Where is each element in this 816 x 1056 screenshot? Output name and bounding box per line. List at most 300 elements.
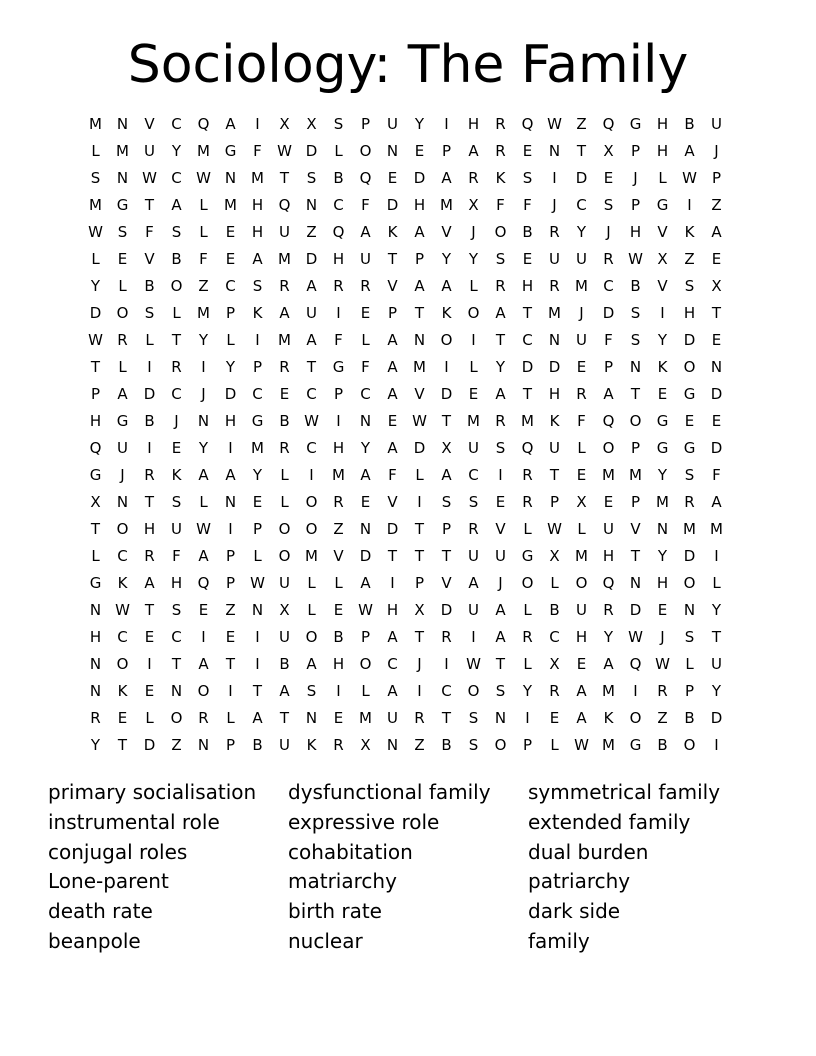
grid-letter: I: [552, 169, 557, 187]
grid-letter: I: [255, 115, 260, 133]
grid-letter: A: [252, 709, 263, 727]
grid-letter: E: [468, 385, 479, 403]
grid-letter: E: [387, 169, 398, 187]
grid-letter: R: [549, 277, 560, 295]
grid-letter: V: [144, 250, 155, 268]
grid-letter: M: [575, 547, 588, 565]
grid-letter: L: [712, 574, 721, 592]
grid-letter: G: [89, 574, 102, 592]
grid-letter: K: [117, 682, 128, 700]
grid-letter: R: [333, 736, 344, 754]
grid-letter: W: [466, 655, 481, 673]
grid-letter: V: [657, 277, 668, 295]
grid-letter: W: [250, 574, 265, 592]
grid-letter: W: [412, 412, 427, 430]
grid-letter: E: [522, 250, 533, 268]
grid-letter: L: [577, 439, 586, 457]
grid-letter: E: [279, 385, 290, 403]
grid-letter: A: [117, 385, 128, 403]
grid-letter: X: [549, 655, 560, 673]
grid-letter: P: [711, 169, 722, 187]
grid-letter: K: [252, 304, 263, 322]
grid-letter: B: [684, 115, 695, 133]
grid-letter: T: [144, 493, 155, 511]
grid-letter: L: [199, 493, 208, 511]
grid-letter: D: [413, 169, 426, 187]
grid-letter: A: [711, 493, 722, 511]
grid-letter: I: [147, 358, 152, 376]
grid-letter: L: [550, 574, 559, 592]
grid-letter: M: [305, 547, 318, 565]
word-bank-item: extended family: [528, 809, 691, 834]
grid-letter: P: [252, 358, 263, 376]
grid-row: [82, 192, 730, 219]
grid-letter: T: [414, 304, 425, 322]
grid-letter: S: [630, 304, 641, 322]
grid-letter: V: [387, 493, 398, 511]
grid-letter: N: [386, 736, 399, 754]
grid-letter: F: [388, 466, 397, 484]
grid-letter: L: [280, 493, 289, 511]
grid-letter: U: [576, 331, 587, 349]
grid-letter: I: [417, 493, 422, 511]
grid-letter: A: [387, 439, 398, 457]
grid-letter: A: [387, 628, 398, 646]
grid-letter: O: [359, 142, 372, 160]
grid-letter: L: [361, 682, 370, 700]
grid-letter: E: [225, 223, 236, 241]
grid-letter: A: [495, 628, 506, 646]
grid-letter: A: [441, 169, 452, 187]
grid-letter: Z: [306, 223, 317, 241]
grid-letter: A: [360, 466, 371, 484]
grid-letter: A: [279, 682, 290, 700]
grid-letter: I: [228, 682, 233, 700]
grid-letter: Q: [521, 439, 534, 457]
grid-letter: U: [144, 142, 155, 160]
grid-letter: M: [656, 493, 669, 511]
grid-letter: C: [522, 331, 533, 349]
grid-letter: S: [630, 331, 641, 349]
grid-row: [82, 246, 730, 273]
grid-letter: L: [334, 142, 343, 160]
grid-letter: Y: [198, 439, 209, 457]
grid-letter: P: [441, 142, 452, 160]
grid-letter: M: [332, 466, 345, 484]
grid-letter: T: [441, 709, 452, 727]
grid-letter: S: [468, 709, 479, 727]
grid-letter: S: [684, 277, 695, 295]
grid-letter: Y: [441, 250, 452, 268]
grid-letter: H: [251, 223, 264, 241]
grid-letter: M: [602, 466, 615, 484]
grid-letter: R: [279, 439, 290, 457]
grid-letter: Y: [252, 466, 263, 484]
grid-letter: I: [444, 115, 449, 133]
grid-letter: J: [498, 574, 503, 592]
grid-letter: H: [332, 439, 345, 457]
grid-letter: W: [655, 655, 670, 673]
grid-letter: Z: [333, 520, 344, 538]
grid-letter: X: [90, 493, 101, 511]
grid-letter: T: [441, 412, 452, 430]
word-bank-item: cohabitation: [288, 839, 413, 864]
grid-row: [82, 273, 730, 300]
grid-letter: O: [305, 493, 318, 511]
grid-letter: V: [495, 520, 506, 538]
grid-letter: D: [386, 520, 399, 538]
grid-letter: Q: [197, 115, 210, 133]
grid-letter: A: [387, 682, 398, 700]
grid-row: [82, 624, 730, 651]
grid-letter: T: [711, 628, 722, 646]
grid-letter: M: [359, 709, 372, 727]
grid-letter: X: [711, 277, 722, 295]
grid-letter: W: [358, 601, 373, 619]
grid-letter: I: [201, 628, 206, 646]
grid-letter: A: [468, 142, 479, 160]
grid-letter: D: [359, 547, 372, 565]
grid-letter: E: [387, 412, 398, 430]
grid-letter: A: [144, 574, 155, 592]
grid-letter: L: [91, 142, 100, 160]
grid-letter: T: [90, 358, 101, 376]
grid-letter: C: [252, 385, 263, 403]
grid-letter: M: [683, 520, 696, 538]
grid-letter: T: [522, 385, 533, 403]
grid-letter: T: [414, 547, 425, 565]
grid-letter: S: [495, 439, 506, 457]
grid-letter: L: [118, 358, 127, 376]
grid-letter: P: [387, 304, 398, 322]
grid-letter: W: [277, 142, 292, 160]
grid-letter: J: [714, 142, 719, 160]
grid-letter: T: [711, 304, 722, 322]
grid-letter: D: [386, 196, 399, 214]
grid-letter: E: [252, 493, 263, 511]
grid-letter: B: [630, 277, 641, 295]
grid-letter: E: [576, 466, 587, 484]
grid-letter: P: [225, 736, 236, 754]
grid-letter: R: [117, 331, 128, 349]
grid-letter: V: [387, 277, 398, 295]
grid-letter: E: [144, 628, 155, 646]
grid-letter: N: [116, 169, 129, 187]
grid-letter: M: [629, 466, 642, 484]
grid-row: [82, 219, 730, 246]
grid-letter: J: [417, 655, 422, 673]
grid-letter: M: [251, 169, 264, 187]
grid-letter: T: [171, 331, 182, 349]
grid-letter: S: [684, 466, 695, 484]
grid-letter: P: [333, 385, 344, 403]
grid-letter: G: [332, 358, 345, 376]
grid-letter: E: [684, 412, 695, 430]
grid-row: [82, 516, 730, 543]
grid-letter: V: [441, 223, 452, 241]
grid-letter: F: [604, 331, 613, 349]
grid-letter: E: [117, 250, 128, 268]
grid-letter: F: [523, 196, 532, 214]
grid-letter: R: [522, 466, 533, 484]
grid-letter: S: [117, 223, 128, 241]
grid-letter: L: [199, 196, 208, 214]
grid-letter: K: [657, 358, 668, 376]
grid-letter: E: [117, 709, 128, 727]
grid-letter: Y: [603, 628, 614, 646]
grid-letter: N: [89, 682, 102, 700]
grid-letter: B: [333, 169, 344, 187]
grid-letter: R: [603, 601, 614, 619]
grid-letter: U: [468, 547, 479, 565]
grid-letter: X: [468, 196, 479, 214]
grid-letter: E: [576, 655, 587, 673]
grid-row: [82, 462, 730, 489]
grid-letter: I: [660, 304, 665, 322]
grid-letter: R: [549, 223, 560, 241]
grid-letter: L: [226, 709, 235, 727]
grid-letter: K: [603, 709, 614, 727]
grid-letter: U: [549, 250, 560, 268]
grid-letter: D: [305, 142, 318, 160]
grid-row: [82, 327, 730, 354]
grid-letter: O: [494, 223, 507, 241]
grid-letter: Y: [171, 142, 182, 160]
grid-letter: E: [198, 601, 209, 619]
grid-letter: F: [253, 142, 262, 160]
grid-letter: N: [305, 709, 318, 727]
grid-letter: B: [171, 250, 182, 268]
grid-letter: L: [172, 304, 181, 322]
grid-letter: S: [171, 601, 182, 619]
grid-letter: H: [548, 385, 561, 403]
grid-letter: C: [576, 196, 587, 214]
grid-letter: M: [602, 682, 615, 700]
grid-letter: Q: [197, 574, 210, 592]
grid-letter: T: [441, 547, 452, 565]
grid-letter: O: [575, 574, 588, 592]
grid-letter: S: [522, 169, 533, 187]
grid-letter: O: [197, 682, 210, 700]
grid-letter: A: [360, 574, 371, 592]
word-bank-item: dual burden: [528, 839, 649, 864]
grid-letter: E: [522, 142, 533, 160]
grid-letter: L: [523, 520, 532, 538]
grid-letter: Y: [576, 223, 587, 241]
grid-letter: F: [172, 547, 181, 565]
grid-letter: U: [306, 304, 317, 322]
grid-letter: I: [336, 304, 341, 322]
grid-letter: C: [603, 277, 614, 295]
grid-letter: H: [683, 304, 696, 322]
grid-letter: R: [414, 709, 425, 727]
grid-letter: G: [656, 196, 669, 214]
grid-letter: E: [414, 142, 425, 160]
grid-letter: U: [468, 439, 479, 457]
grid-letter: C: [441, 682, 452, 700]
grid-letter: B: [657, 736, 668, 754]
grid-letter: R: [333, 277, 344, 295]
grid-letter: U: [171, 520, 182, 538]
grid-letter: A: [360, 223, 371, 241]
grid-letter: A: [387, 385, 398, 403]
grid-letter: O: [440, 331, 453, 349]
grid-letter: J: [579, 304, 584, 322]
grid-letter: X: [279, 601, 290, 619]
grid-letter: R: [522, 493, 533, 511]
grid-letter: P: [252, 520, 263, 538]
grid-letter: N: [683, 601, 696, 619]
grid-letter: R: [441, 628, 452, 646]
grid-letter: C: [306, 385, 317, 403]
grid-letter: I: [390, 574, 395, 592]
grid-letter: R: [576, 385, 587, 403]
grid-letter: N: [359, 412, 372, 430]
grid-letter: T: [387, 250, 398, 268]
grid-letter: B: [279, 412, 290, 430]
grid-letter: Q: [629, 655, 642, 673]
grid-letter: R: [495, 142, 506, 160]
grid-letter: D: [440, 385, 453, 403]
grid-letter: A: [576, 709, 587, 727]
grid-letter: U: [603, 520, 614, 538]
grid-letter: A: [414, 277, 425, 295]
grid-letter: W: [88, 223, 103, 241]
grid-letter: I: [228, 439, 233, 457]
grid-letter: R: [684, 493, 695, 511]
grid-letter: L: [91, 250, 100, 268]
grid-letter: L: [145, 331, 154, 349]
grid-letter: T: [630, 547, 641, 565]
grid-letter: A: [495, 385, 506, 403]
grid-letter: C: [549, 628, 560, 646]
grid-letter: A: [603, 655, 614, 673]
grid-letter: D: [521, 358, 534, 376]
grid-letter: I: [714, 736, 719, 754]
grid-letter: P: [360, 628, 371, 646]
grid-letter: U: [576, 601, 587, 619]
grid-letter: L: [226, 331, 235, 349]
grid-letter: R: [144, 466, 155, 484]
grid-letter: H: [170, 574, 183, 592]
letter-grid: [82, 111, 730, 759]
grid-letter: T: [171, 655, 182, 673]
grid-row: [82, 165, 730, 192]
grid-letter: R: [522, 628, 533, 646]
grid-letter: C: [306, 439, 317, 457]
grid-letter: S: [495, 682, 506, 700]
grid-letter: H: [656, 115, 669, 133]
grid-row: [82, 651, 730, 678]
grid-letter: T: [279, 169, 290, 187]
grid-letter: P: [441, 520, 452, 538]
grid-letter: P: [684, 682, 695, 700]
grid-letter: A: [387, 331, 398, 349]
grid-letter: I: [444, 358, 449, 376]
grid-letter: C: [225, 277, 236, 295]
grid-letter: I: [633, 682, 638, 700]
grid-letter: C: [171, 169, 182, 187]
grid-letter: O: [602, 439, 615, 457]
grid-letter: M: [467, 412, 480, 430]
word-bank-item: dysfunctional family: [288, 780, 491, 804]
grid-letter: X: [441, 439, 452, 457]
grid-letter: M: [89, 196, 102, 214]
grid-letter: I: [525, 709, 530, 727]
grid-letter: N: [413, 331, 426, 349]
grid-letter: W: [574, 736, 589, 754]
grid-letter: A: [306, 331, 317, 349]
grid-letter: A: [576, 682, 587, 700]
grid-letter: F: [712, 466, 721, 484]
grid-letter: I: [471, 331, 476, 349]
word-bank-item: primary socialisation: [48, 780, 257, 804]
grid-letter: S: [171, 493, 182, 511]
grid-letter: D: [413, 439, 426, 457]
grid-row: [82, 300, 730, 327]
grid-letter: Y: [657, 331, 668, 349]
word-bank-item: conjugal roles: [48, 839, 188, 864]
grid-letter: Y: [225, 358, 236, 376]
grid-letter: D: [143, 736, 156, 754]
word-bank-item: Lone-parent: [48, 869, 169, 894]
grid-letter: M: [440, 196, 453, 214]
grid-letter: P: [549, 493, 560, 511]
grid-letter: H: [656, 574, 669, 592]
grid-letter: O: [305, 520, 318, 538]
grid-letter: M: [224, 196, 237, 214]
grid-letter: H: [332, 250, 345, 268]
grid-letter: G: [251, 412, 264, 430]
grid-letter: W: [142, 169, 157, 187]
grid-letter: A: [171, 196, 182, 214]
grid-letter: R: [495, 412, 506, 430]
grid-letter: Y: [657, 547, 668, 565]
grid-letter: L: [550, 736, 559, 754]
grid-letter: X: [549, 547, 560, 565]
grid-letter: C: [333, 196, 344, 214]
grid-letter: E: [603, 169, 614, 187]
grid-letter: O: [170, 709, 183, 727]
grid-letter: R: [171, 358, 182, 376]
grid-letter: S: [441, 493, 452, 511]
grid-letter: S: [684, 628, 695, 646]
grid-letter: B: [279, 655, 290, 673]
grid-letter: X: [603, 142, 614, 160]
grid-letter: L: [523, 655, 532, 673]
grid-letter: S: [495, 250, 506, 268]
grid-letter: C: [171, 115, 182, 133]
grid-letter: V: [333, 547, 344, 565]
grid-letter: P: [225, 304, 236, 322]
grid-letter: U: [549, 439, 560, 457]
grid-letter: Q: [332, 223, 345, 241]
grid-letter: G: [629, 115, 642, 133]
grid-letter: I: [147, 655, 152, 673]
grid-letter: L: [658, 169, 667, 187]
grid-letter: A: [225, 115, 236, 133]
grid-letter: H: [386, 601, 399, 619]
grid-letter: U: [387, 115, 398, 133]
grid-letter: S: [468, 736, 479, 754]
grid-letter: I: [417, 682, 422, 700]
grid-letter: U: [279, 628, 290, 646]
grid-letter: O: [305, 628, 318, 646]
grid-letter: N: [656, 520, 669, 538]
grid-letter: I: [255, 628, 260, 646]
grid-letter: O: [521, 574, 534, 592]
grid-letter: A: [198, 655, 209, 673]
